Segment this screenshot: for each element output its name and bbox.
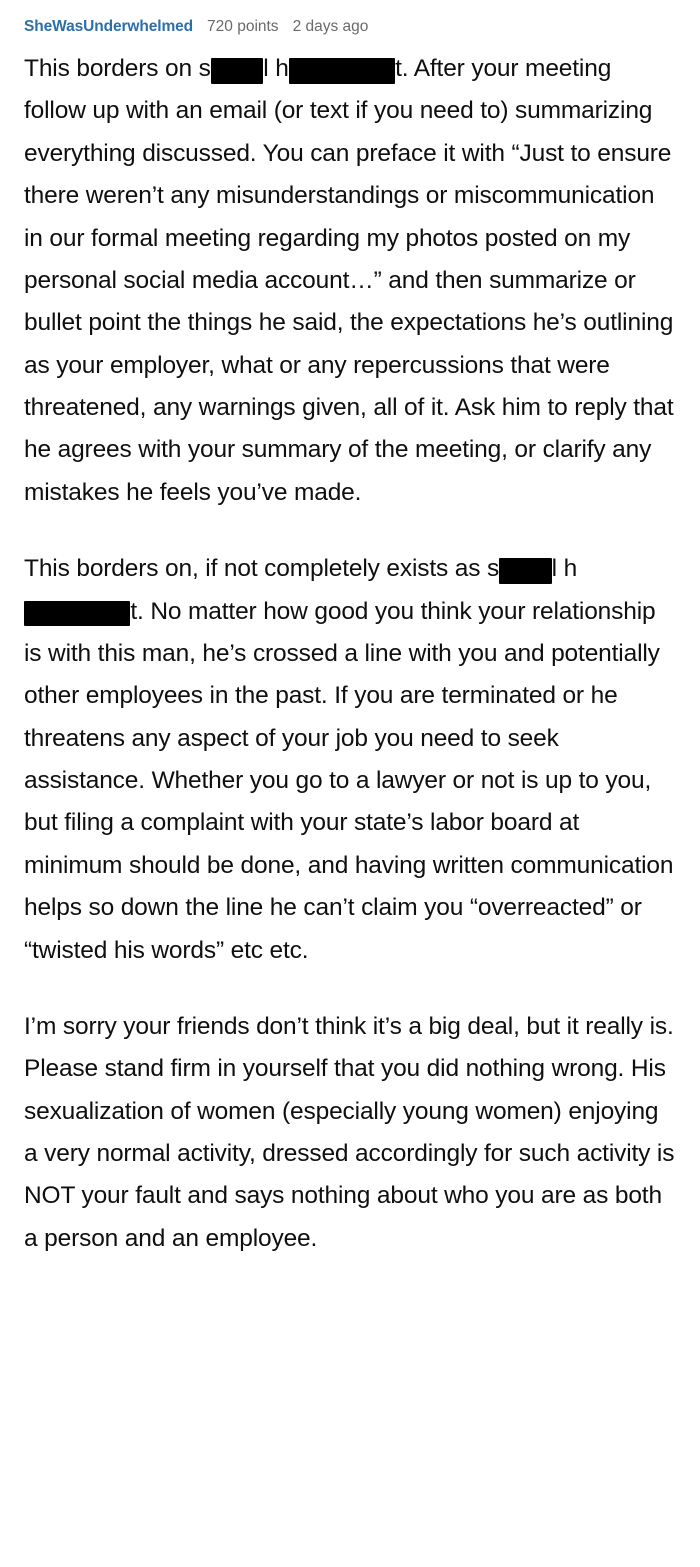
comment-paragraph: This borders on, if not completely exists as s l ht. No matter how good you think your relationship is with this man, he’s crossed a line with you and potentially other employees in the past. If you are terminated or he threatens any aspect of your job you need to seek assistance. Whether you go to a lawyer or not is up to you, but filing a complaint with your state’s labor board at minimum should be done, and having written communication helps so down the line he can’t claim you “overreacted” or “twisted his words” etc etc.	[24, 555, 674, 964]
redacted-text	[24, 601, 130, 627]
redacted-text	[289, 58, 395, 84]
redacted-text	[211, 58, 264, 84]
comment-body	[24, 48, 676, 1260]
comment-paragraph: I’m sorry your friends don’t think it’s a big deal, but it really is. Please stand firm in yourself that you did nothing wrong. His sexualization of women (especially young women) enjoying a very normal activity, dressed accordingly for such activity is NOT your fault and says nothing about who you are as both a person and an employee.	[24, 1012, 675, 1252]
comment-header	[24, 18, 676, 36]
comment-author[interactable]: SheWasUnderwhelmed	[24, 18, 194, 35]
comment-timestamp: 2 days ago	[292, 18, 369, 35]
redacted-text	[499, 558, 552, 584]
comment-paragraph: This borders on s l h t. After your meeting follow up with an email (or text if you need to) summarizing everything discussed. You can preface it with “Just to ensure there weren’t any misunderstandings or miscommunication in our formal meeting regarding my photos posted on my personal social media account…” and then summarize or bullet point the things he said, the expectations he’s outlining as your employer, what or any repercussions that were threatened, any warnings given, all of it. Ask him to reply that he agrees with your summary of the meeting, or clarify any mistakes he feels you’ve made.	[24, 55, 674, 506]
comment-points: 720 points	[207, 18, 279, 35]
